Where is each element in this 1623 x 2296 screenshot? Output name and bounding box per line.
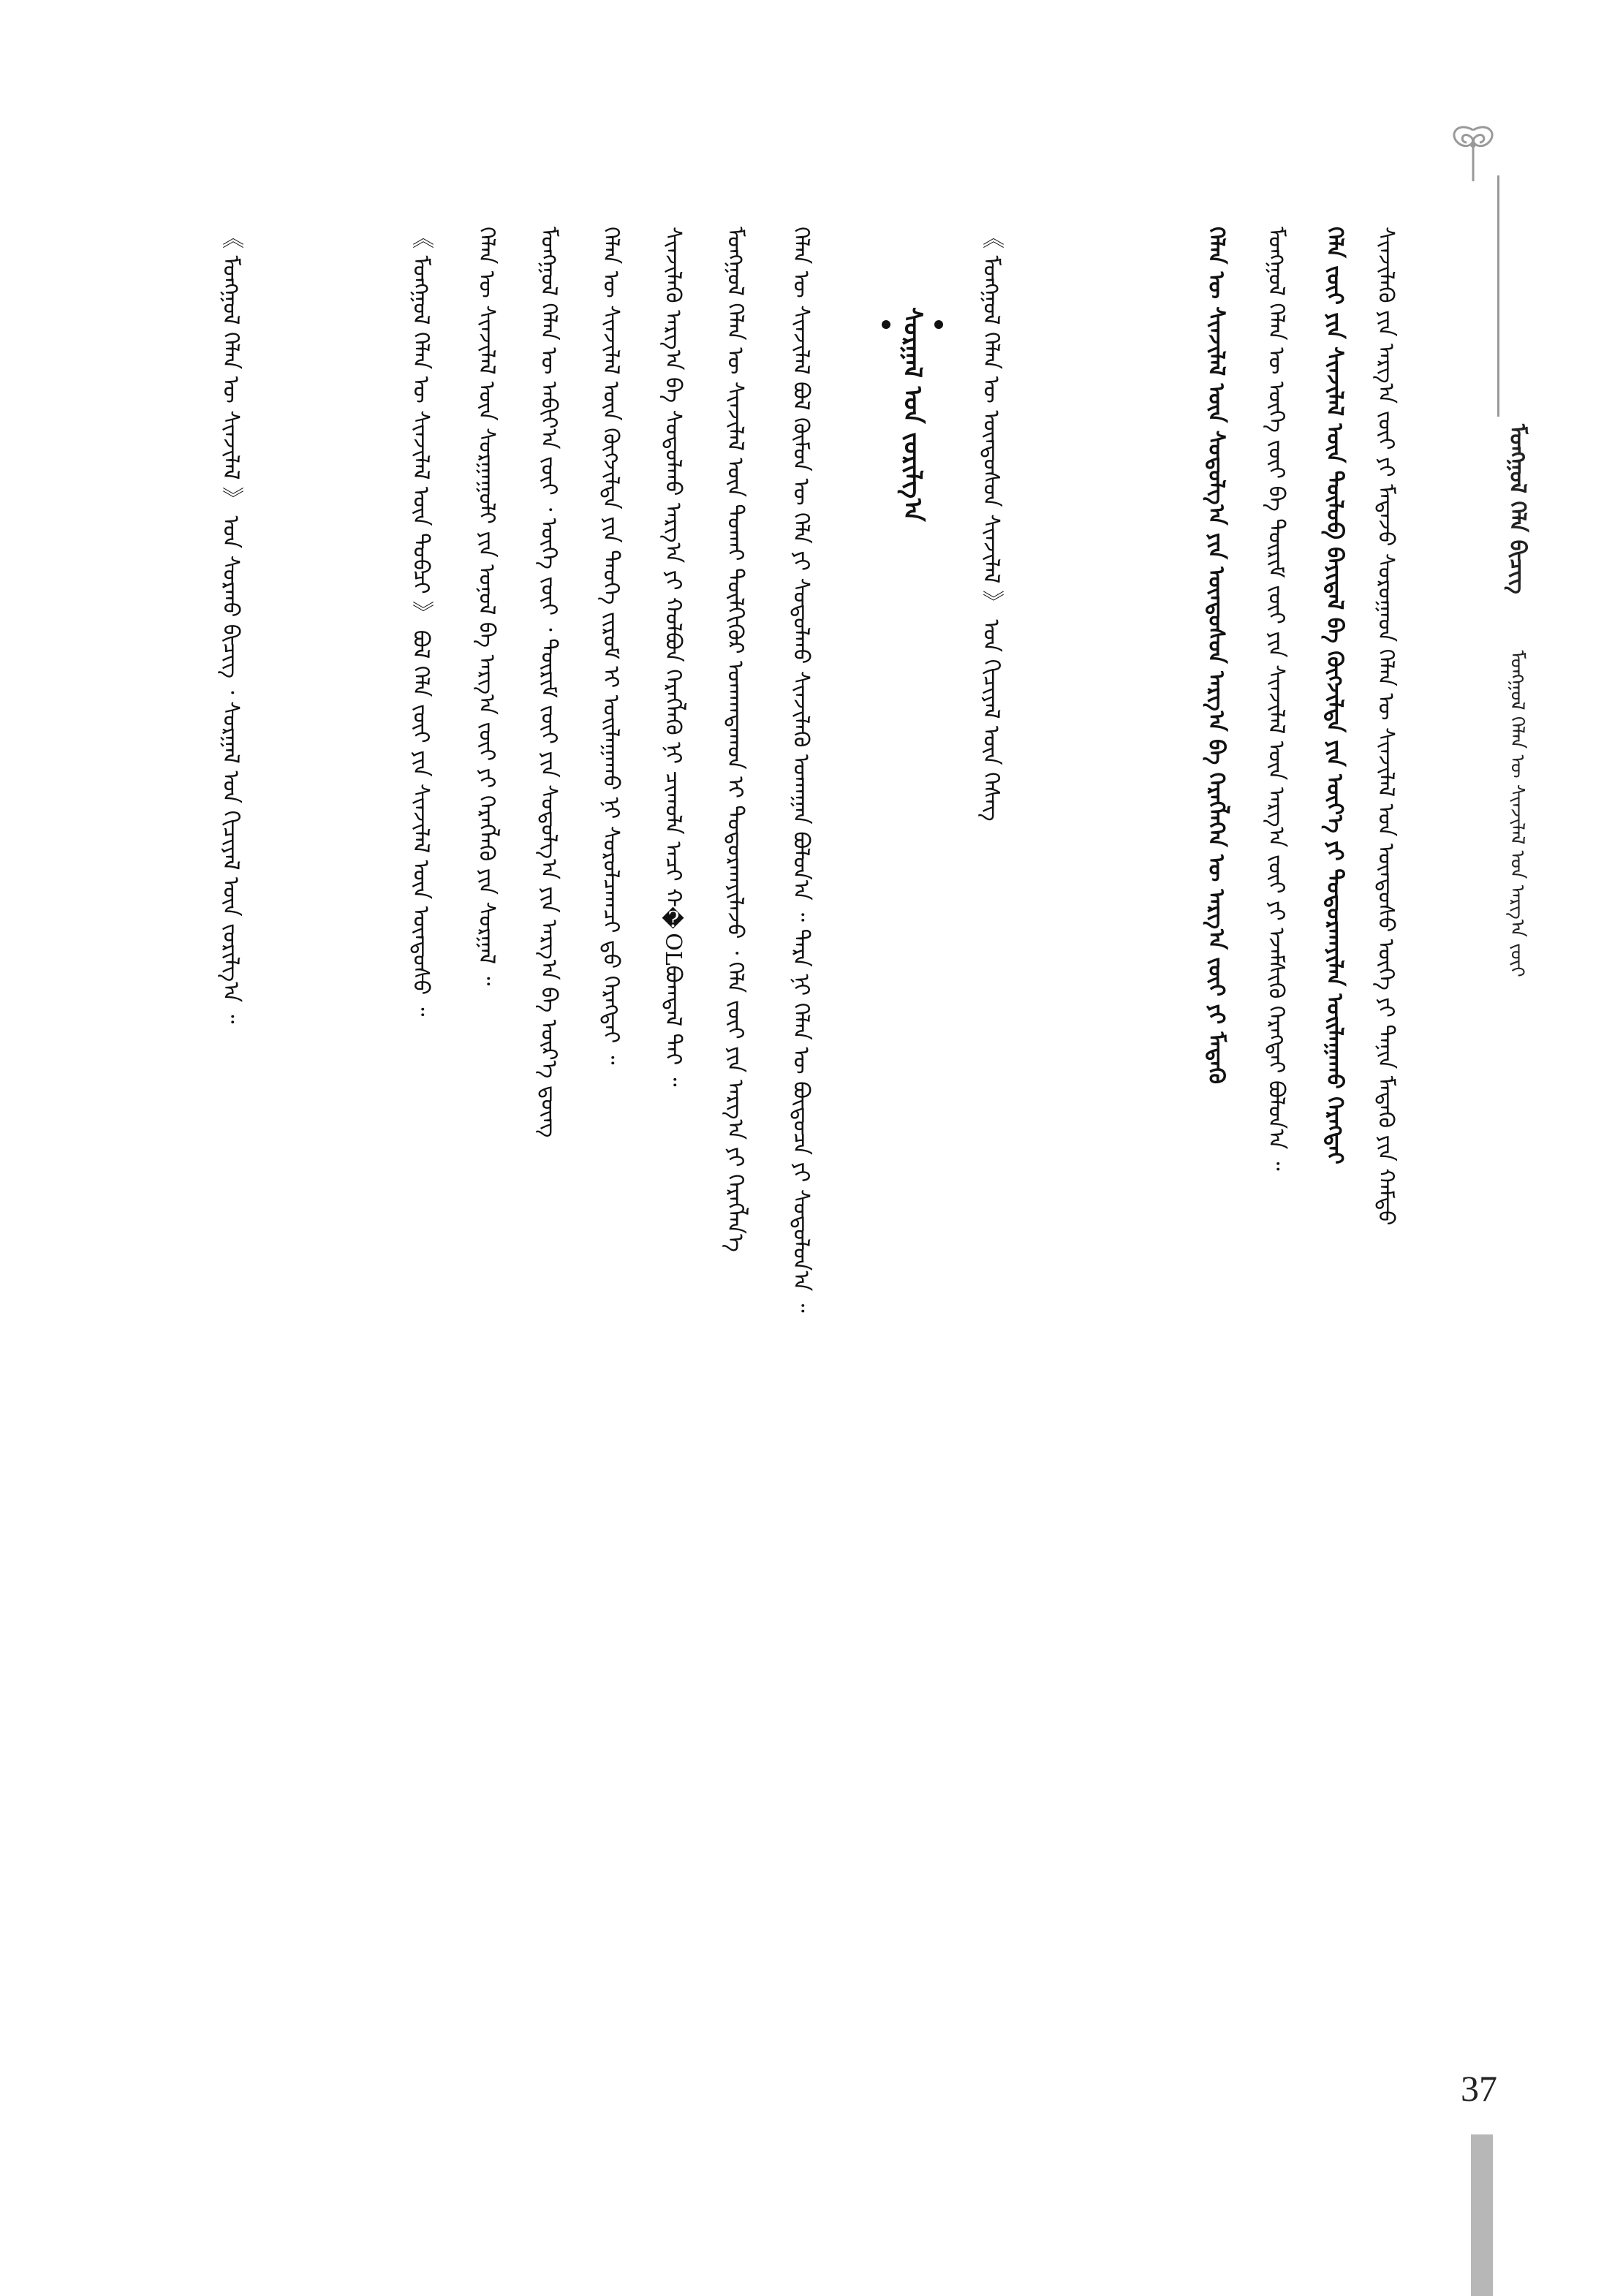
text-column-5: 《 ᠮᠣᠩᠭᠣᠯ ᠬᠡᠯᠡᠨ ᠦ ᠦᠨᠳᠦᠰᠦᠨ ᠰᠢᠨᠵᠢᠯᠡᠯ 》 ᠤᠨ ᠬᠢᠴᠢᠶᠡᠯ ᠦᠨ ᠬᠡᠰᠡᠭ [978,227,1004,822]
text-column-9: ᠬᠡᠯᠡᠨ ᠦ ᠰᠢᠨᠵᠢᠯᠡᠯ ᠦᠨ ᠬᠥᠭᠵᠢᠯᠲᠡ ᠶᠢᠨ ᠲᠡᠦᠬᠡ ᠵᠢᠷᠤᠮ ᠢ ᠣᠢᠯᠠᠭᠠᠬᠤ ᠨᠢ ᠰᠤᠷᠤᠯᠴᠠᠭᠴᠢ ᠳ᠋ᠤ ᠬᠡᠷᠡᠭᠲᠡᠢ ᠃ [598,227,624,1065]
running-header [1506,424,1528,977]
text-column-12: 《 ᠮᠣᠩᠭᠣᠯ ᠬᠡᠯᠡᠨ ᠦ ᠰᠢᠨᠵᠢᠯᠡᠯ ᠦᠨ ᠲᠣᠪᠴᠢ 》 ᠪᠣᠯ ᠬᠡᠯᠡ ᠵᠦᠢ ᠶᠢᠨ ᠰᠢᠨᠵᠢᠯᠡᠯ ᠦᠨ ᠦᠨᠳᠦᠰᠦ ᠃ [408,227,434,1017]
text-column-4: ᠬᠡᠯᠡᠨ ᠦ ᠰᠢᠨᠵᠢᠯᠡᠯ ᠦᠨ ᠰᠤᠳᠤᠯᠭ᠎ᠠ ᠶᠢᠨ ᠦᠨᠳᠦᠰᠦᠨ ᠠᠷᠭ᠎ᠠ ᠪᠠ ᠬᠡᠷᠡᠭᠯᠡᠭᠡᠨ ᠦ ᠠᠷᠭ᠎ᠠ ᠵᠦᠢ ᠶᠢ ᠮᠡᠳᠡᠬᠦ [1203,227,1229,1084]
section-heading-text: ᠰᠤᠷᠭᠠᠯ ᠤᠨ ᠵᠣᠷᠢᠯᠭ᠎ᠠ [898,307,927,522]
header-subtitle: ᠮᠣᠩᠭᠣᠯ ᠬᠡᠯᠡᠨ ᠦ ᠰᠢᠨᠵᠢᠯᠡᠯ ᠤᠨ ᠠᠷᠭ᠎ᠠ ᠵᠦᠢ [1506,650,1528,977]
header-rule [1497,175,1499,417]
bullet-top [882,320,890,329]
section-heading [882,307,943,541]
text-column-10: ᠮᠣᠩᠭᠣᠯ ᠬᠡᠯᠡᠨ ᠦ ᠠᠪᠢᠶ᠎ᠠ ᠵᠦᠢ ᠂ ᠦᠭᠡ ᠵᠦᠢ ᠂ ᠳᠦᠷᠢᠮ ᠵᠦᠢ ᠶᠢᠨ ᠰᠤᠳᠤᠯᠭ᠎ᠠ ᠶᠢᠨ ᠠᠷᠭ᠎ᠠ ᠪᠠ ᠦᠷ᠎ᠡ ᠳ᠋ᠦᠩ [536,227,561,1138]
text-column-2: ᠬᠡᠯᠡ ᠵᠦᠢ ᠶᠢᠨ ᠰᠢᠨᠵᠢᠯᠡᠯ ᠦᠨ ᠲᠥᠯᠦᠪ ᠪᠠᠶᠢᠳᠠᠯ ᠪᠠ ᠬᠥᠭᠵᠢᠯᠲᠡ ᠶᠢᠨ ᠦᠶ᠎ᠡ ᠶᠢ ᠲᠣᠳᠤᠷᠬᠠᠶᠢᠯᠠᠨ ᠣᠢᠯᠠᠭᠠᠬᠤ ᠬᠡᠷᠡᠭᠲᠡᠢ [1322,227,1347,1164]
header-title: ᠮᠣᠩᠭᠣᠯ ᠬᠡᠯᠡ ᠪᠢᠴᠢᠭ [1505,424,1530,594]
header-ornament [1433,123,1513,181]
page-number: 37 [1461,2068,1497,2109]
bullet-bottom [934,320,943,329]
text-column-13: 《 ᠮᠣᠩᠭᠣᠯ ᠬᠡᠯᠡᠨ ᠦ ᠰᠢᠨᠵᠢᠯᠡᠯ 》 ᠤᠨ ᠰᠤᠷᠬᠤ ᠪᠢᠴᠢᠭ ᠂ ᠰᠤᠷᠭᠠᠯ ᠤᠨ ᠬᠢᠴᠢᠶᠡᠯ ᠦᠨ ᠵᠣᠷᠢᠯᠭ᠎ᠠ ᠃ [218,227,243,1024]
header-separator [1516,600,1518,644]
text-column-3: ᠮᠣᠩᠭᠣᠯ ᠬᠡᠯᠡᠨ ᠦ ᠦᠭᠡ ᠵᠦᠢ ᠪᠠ ᠳᠦᠷᠢᠮ ᠵᠦᠢ ᠶᠢᠨ ᠰᠢᠨᠵᠢᠯᠡᠯ ᠦᠨ ᠠᠷᠭ᠎ᠠ ᠵᠦᠢ ᠶᠢ ᠡᠵᠡᠮᠰᠢᠬᠦ ᠬᠡᠷᠡᠭᠲᠡᠢ ᠪᠣᠯᠤᠨ᠎ᠠ ᠃ [1263,227,1289,1171]
text-column-8: ᠰᠢᠨᠵᠢᠯᠡᠬᠦ ᠠᠷᠭ᠎ᠠ ᠪᠠ ᠰᠤᠳᠤᠯᠬᠤ ᠠᠷᠭ᠎ᠠ ᠶᠢ ᠬᠣᠯᠪᠣᠨ ᠬᠡᠷᠡᠭᠯᠡᠬᠦ ᠨᠢ ᠴᠢᠬᠤᠯᠠ ᠠᠴᠢ ᠬ�OLᠪᠣᠭᠳᠠᠯ ᠲᠠᠢ ᠃ [660,227,686,1087]
text-column-6: ᠬᠡᠯᠡᠨ ᠦ ᠰᠢᠨᠵᠢᠯᠡᠯ ᠪᠣᠯ ᠬᠦᠮᠦᠨ ᠦ ᠬᠡᠯᠡ ᠶᠢ ᠰᠤᠳᠤᠯᠬᠤ ᠰᠢᠨᠵᠢᠯᠡᠬᠦ ᠤᠬᠠᠭᠠᠨ ᠪᠣᠯᠤᠨ᠎ᠠ ᠃ ᠲᠡᠷᠡ ᠨᠢ ᠬᠡᠯᠡᠨ ᠦ ᠪᠦᠲᠦᠴᠡ ᠶᠢ ᠰᠤᠳᠤᠯᠤᠨ᠎ᠠ ᠃ [788,227,814,1313]
text-column-7: ᠮᠣᠩᠭᠣᠯ ᠬᠡᠯᠡᠨ ᠦ ᠰᠢᠨᠵᠢᠯᠡᠯ ᠦᠨ ᠲᠤᠬᠠᠶ ᠲᠦᠯᠬᠢᠭᠦᠷ ᠤᠬᠠᠭᠳᠠᠬᠤᠨ ᠢ ᠲᠣᠳᠤᠷᠬᠠᠶᠢᠯᠠᠵᠤ ᠂ ᠬᠡᠯᠡ ᠵᠦᠢ ᠶᠢᠨ ᠠᠷᠭ᠎ᠠ ᠶᠢ ᠬᠡᠷᠡᠭᠯᠡᠨ᠎ᠡ [722,227,748,1252]
text-column-1: ᠰᠢᠨᠵᠢᠯᠡᠬᠦ ᠶᠢᠨ ᠠᠷᠭ᠎ᠠ ᠵᠦᠢ ᠶᠢ ᠮᠡᠳᠡᠵᠦ ᠰᠤᠷᠤᠭᠠᠳ ᠬᠡᠯᠡᠨ ᠦ ᠰᠢᠨᠵᠢᠯᠡᠯ ᠤᠨ ᠦᠨᠳᠦᠰᠦ ᠦᠭᠡ ᠶᠢ ᠲᠠᠨᠢᠨ ᠮᠡᠳᠡᠬᠦ ᠶᠢᠨ ᠬᠠᠮᠲᠤ [1373,227,1399,1226]
text-column-11: ᠬᠡᠯᠡᠨ ᠦ ᠰᠢᠨᠵᠢᠯᠡᠯ ᠦᠨ ᠰᠤᠷᠭᠠᠭᠤᠯᠢ ᠶᠢᠨ ᠣᠨᠣᠯ ᠪᠠ ᠠᠷᠭ᠎ᠠ ᠵᠦᠢ ᠶᠢ ᠬᠡᠷᠡᠭᠯᠡᠬᠦ ᠶᠢᠨ ᠰᠤᠷᠭᠠᠯ ᠃ [474,227,499,986]
side-tab [1471,2134,1493,2296]
